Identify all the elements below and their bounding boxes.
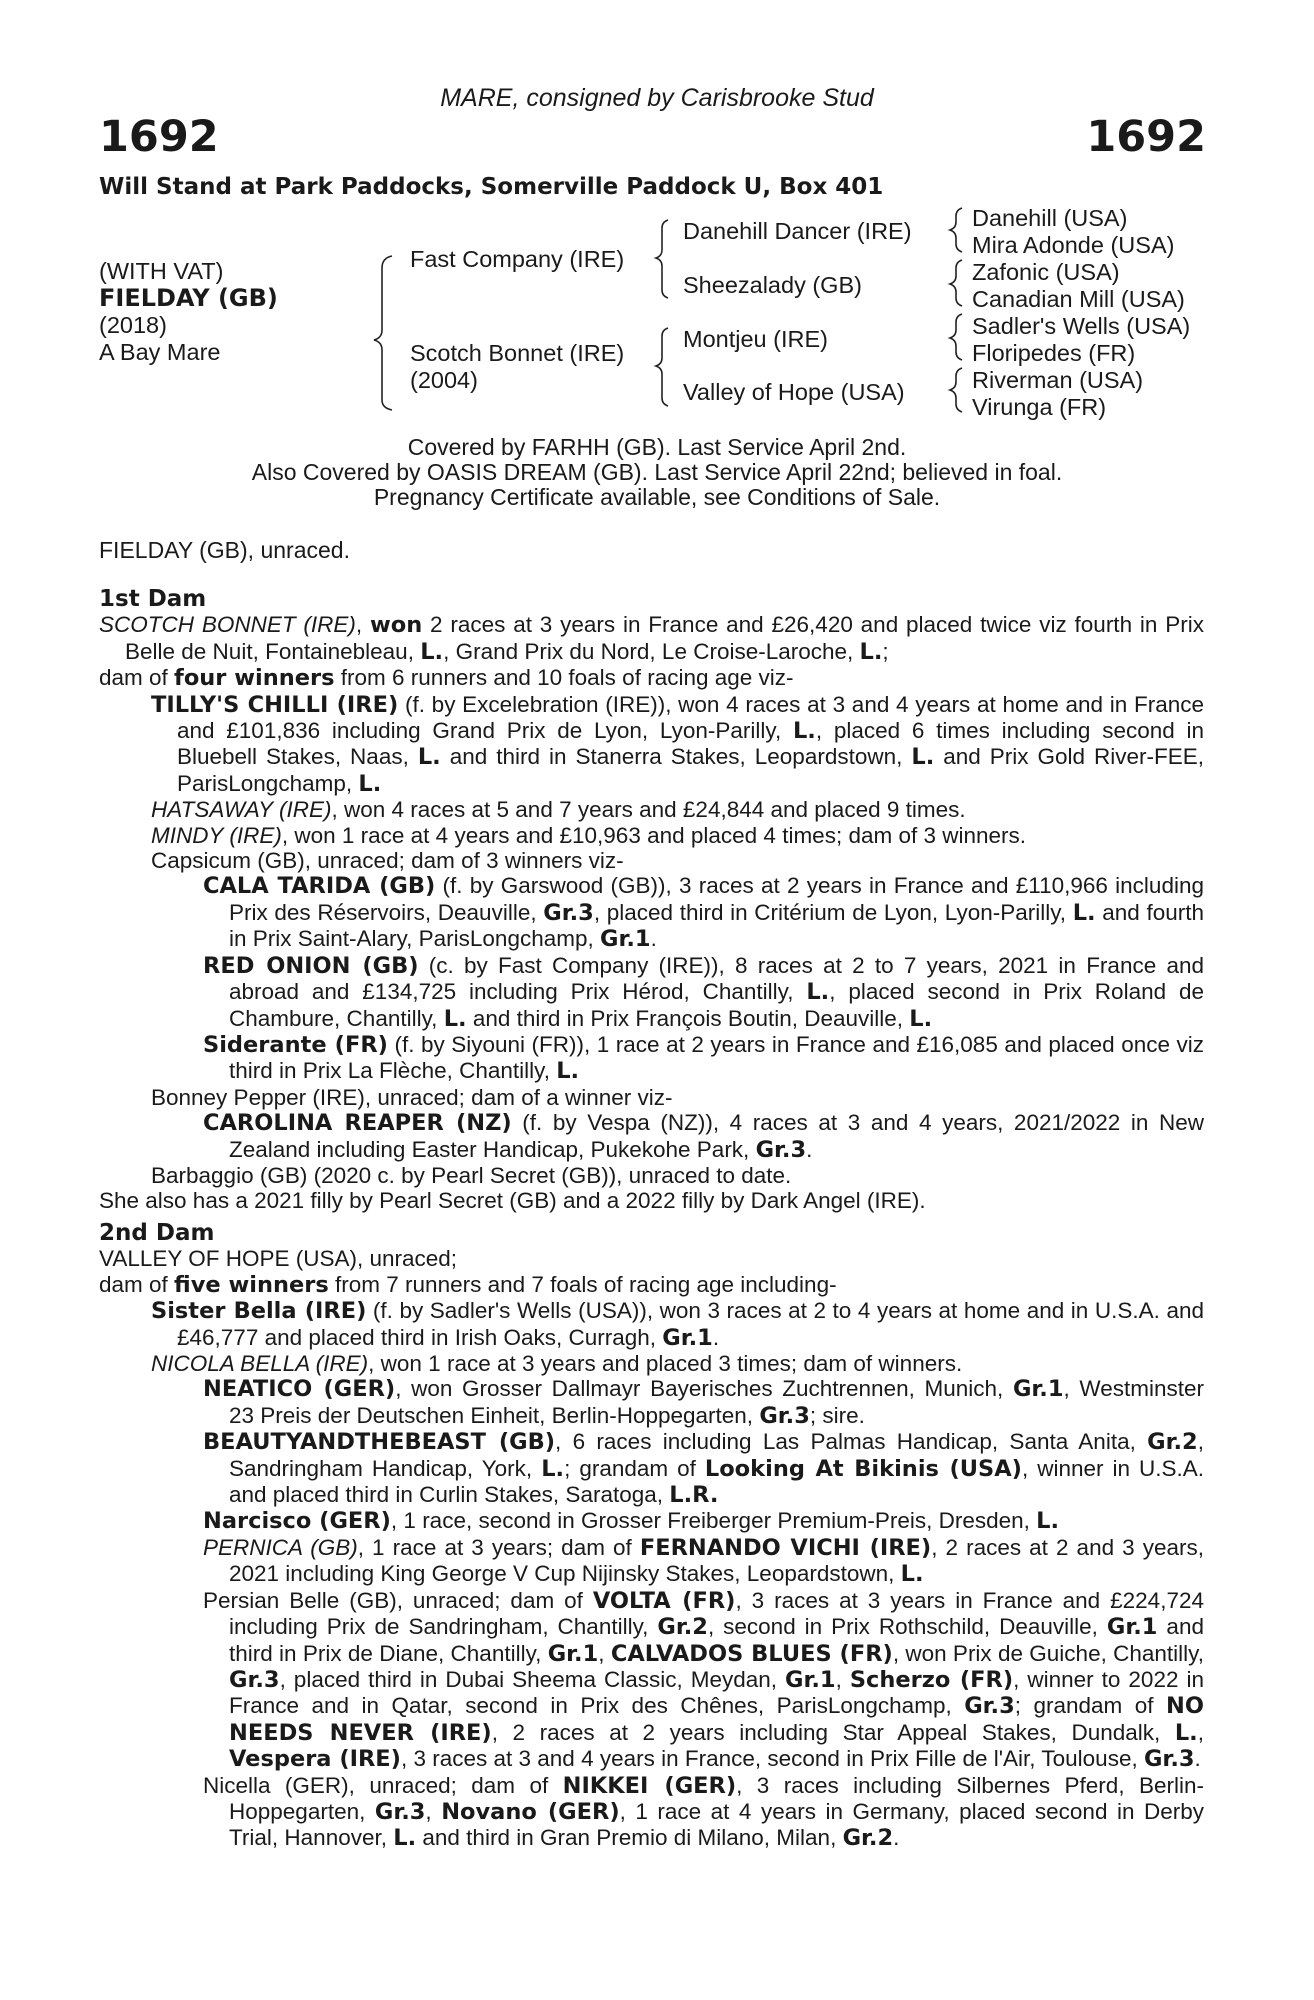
entry-beautyandthebeast: BEAUTYANDTHEBEAST (GB), 6 races including Las Palmas Handicap, Santa Anita, Gr.2, Sandringham Handicap, York, L.; grandam of Looking At Bikinis (USA), winner in U.S.A. and placed third in Curlin Stakes, Saratoga, L.R. [203,1429,1205,1509]
pedigree-sire: Fast Company (IRE) [410,246,625,272]
first-dam-intro: SCOTCH BONNET (IRE), won 2 races at 3 years in France and £26,420 and placed twice viz fourth in Prix Belle de Nuit, Fontainebleau, L., Grand Prix du Nord, Le Croise-Laroche, L.; [99,612,1204,665]
pedigree-g7: Riverman (USA) [972,367,1144,393]
stand-location: Will Stand at Park Paddocks, Somerville Paddock U, Box 401 [99,174,884,200]
entry-nicola-bella: NICOLA BELLA (IRE), won 1 race at 3 years and placed 3 times; dam of winners. [151,1351,963,1377]
pedigree-dam-year: (2004) [410,367,478,393]
entry-cala-tarida: CALA TARIDA (GB) (f. by Garswood (GB)), 3 races at 2 years in France and £110,966 including Prix des Réservoirs, Deauville, Gr.3, placed third in Critérium de Lyon, Lyon-Parilly, L. and fourth in Prix Saint-Alary, ParisLongchamp, Gr.1. [203,873,1205,953]
entry-red-onion: RED ONION (GB) (c. by Fast Company (IRE)), 8 races at 2 to 7 years, 2021 in France and abroad and £134,725 including Prix Hérod, Chantilly, L., placed second in Prix Roland de Chambure, Chantilly, L. and third in Prix François Boutin, Deauville, L. [203,952,1205,1032]
lot-number-left: 1692 [99,112,219,162]
entry-sister-bella: Sister Bella (IRE) (f. by Sadler's Wells (USA)), won 3 races at 2 to 4 years at home and in U.S.A. and £46,777 and placed third in Irish Oaks, Curragh, Gr.1. [151,1298,1204,1351]
entry-capsicum: Capsicum (GB), unraced; dam of 3 winners viz- [151,848,624,874]
second-dam-intro: VALLEY OF HOPE (USA), unraced; [99,1246,458,1272]
pedigree-dam-sire: Montjeu (IRE) [683,326,828,352]
entry-bonney-pepper: Bonney Pepper (IRE), unraced; dam of a winner viz- [151,1084,673,1110]
second-dam-heading: 2nd Dam [99,1220,215,1246]
entry-carolina-reaper: CAROLINA REAPER (NZ) (f. by Vespa (NZ)), 4 races at 3 and 4 years, 2021/2022 in New Zealand including Easter Handicap, Pukekohe Park, Gr.3. [203,1110,1204,1163]
entry-mindy: MINDY (IRE), won 1 race at 4 years and £10,963 and placed 4 times; dam of 3 winners. [151,822,1027,848]
first-dam-section [99,587,1204,1214]
pedigree-g2: Mira Adonde (USA) [972,232,1175,258]
second-dam-section [99,1221,1204,1852]
pedigree-dam-dam: Valley of Hope (USA) [683,379,905,405]
lot-number-right: 1692 [1086,112,1206,162]
pedigree-g8: Virunga (FR) [972,394,1107,420]
consignment-line: MARE, consigned by Carisbrooke Stud [440,84,874,112]
pedigree-g6: Floripedes (FR) [972,340,1136,366]
vat-note: (WITH VAT) [99,258,224,284]
pedigree-g1: Danehill (USA) [972,205,1128,231]
first-dam-dam-of: dam of four winners from 6 runners and 10 foals of racing age viz- [99,665,794,692]
pedigree-g4: Canadian Mill (USA) [972,286,1185,312]
entry-narcisco: Narcisco (GER), 1 race, second in Grosser Freiberger Premium-Preis, Dresden, L. [203,1508,1060,1535]
pedigree-g3: Zafonic (USA) [972,259,1120,285]
pedigree-g5: Sadler's Wells (USA) [972,313,1191,339]
covering-line-1: Covered by FARHH (GB). Last Service April 2nd. [407,434,907,460]
horse-summary: FIELDAY (GB), unraced. [99,537,350,563]
pedigree-sire-dam: Sheezalady (GB) [683,272,862,298]
first-dam-heading: 1st Dam [99,586,207,612]
entry-barbaggio: Barbaggio (GB) (2020 c. by Pearl Secret (GB)), unraced to date. [151,1162,792,1188]
first-dam-also: She also has a 2021 filly by Pearl Secret (GB) and a 2022 filly by Dark Angel (IRE). [99,1188,926,1214]
second-dam-dam-of: dam of five winners from 7 runners and 7 foals of racing age including- [99,1271,837,1298]
horse-description: A Bay Mare [99,339,221,365]
entry-neatico: NEATICO (GER), won Grosser Dallmayr Bayerisches Zuchtrennen, Munich, Gr.1, Westminster 23 Preis der Deutschen Einheit, Berlin-Hoppegarten, Gr.3; sire. [203,1376,1205,1429]
entry-siderante: Siderante (FR) (f. by Siyouni (FR)), 1 race at 2 years in France and £16,085 and placed once viz third in Prix La Flèche, Chantilly, L. [203,1031,1204,1085]
covering-line-2: Also Covered by OASIS DREAM (GB). Last Service April 22nd; believed in foal. [251,459,1063,485]
entry-pernica: PERNICA (GB), 1 race at 3 years; dam of FERNANDO VICHI (IRE), 2 races at 2 and 3 years, 2021 including King George V Cup Nijinsky Stakes, Leopardstown, L. [203,1534,1204,1588]
entry-tillys-chilli: TILLY'S CHILLI (IRE) (f. by Excelebration (IRE)), won 4 races at 3 and 4 years at home and in France and £101,836 including Grand Prix de Lyon, Lyon-Parilly, L., placed 6 times including second in Bluebell Stakes, Naas, L. and third in Stanerra Stakes, Leopardstown, L. and Prix Gold River-FEE, ParisLongchamp, L. [151,691,1205,797]
pedigree-dam: Scotch Bonnet (IRE) [410,340,625,366]
horse-name: FIELDAY (GB) [99,284,278,312]
entry-nicella: Nicella (GER), unraced; dam of NIKKEI (GER), 3 races including Silbernes Pferd, Berlin-Hoppegarten, Gr.3, Novano (GER), 1 race at 4 years in Germany, placed second in Derby Trial, Hannover, L. and third in Gran Premio di Milano, Milan, Gr.2. [203,1772,1204,1852]
entry-persian-belle: Persian Belle (GB), unraced; dam of VOLTA (FR), 3 races at 3 years in France and £224,724 including Prix de Sandringham, Chantilly, Gr.2, second in Prix Rothschild, Deauville, Gr.1 and third in Prix de Diane, Chantilly, Gr.1, CALVADOS BLUES (FR), won Prix de Guiche, Chantilly, Gr.3, placed third in Dubai Sheema Classic, Meydan, Gr.1, Scherzo (FR), winner to 2022 in France and in Qatar, second in Prix des Chênes, ParisLongchamp, Gr.3; grandam of NO NEEDS NEVER (IRE), 2 races at 2 years including Star Appeal Stakes, Dundalk, L., Vespera (IRE), 3 races at 3 and 4 years in France, second in Prix Fille de l'Air, Toulouse, Gr.3. [203,1587,1205,1773]
entry-hatsaway: HATSAWAY (IRE), won 4 races at 5 and 7 years and £24,844 and placed 9 times. [151,797,966,823]
covering-line-3: Pregnancy Certificate available, see Conditions of Sale. [373,484,941,510]
pedigree-sire-sire: Danehill Dancer (IRE) [683,218,912,244]
horse-year: (2018) [99,312,167,338]
